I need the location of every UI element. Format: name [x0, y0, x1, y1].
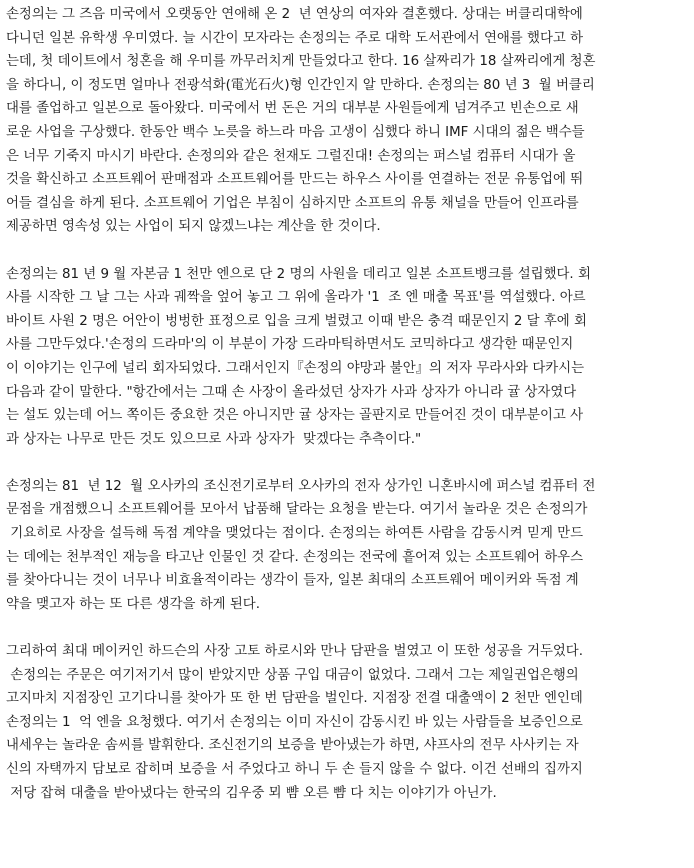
text-line: 대를 졸업하고 일본으로 돌아왔다. 미국에서 번 돈은 거의 대부분 사원들에게 넘겨주고 빈손으로 새 [6, 101, 579, 117]
text-line: 기요히로 사장을 설득해 독점 계약을 맺었다는 점이다. 손정의는 하여튼 사람을 감동시켜 믿게 만드 [6, 526, 584, 542]
paragraph-softbank-founding [6, 263, 690, 452]
text-line: 손정의는 그 즈음 미국에서 오랫동안 연애해 온 2 년 연상의 여자와 결혼했다. 상대는 버클리대학에 [6, 7, 583, 22]
text-line: 손정의는 81 년 9 월 자본금 1 천만 엔으로 단 2 명의 사원을 데리고 일본 소프트뱅크를 설립했다. 회 [6, 266, 591, 282]
text-line: 이 이야기는 인구에 널리 회자되었다. 그래서인지『손정의 야망과 불안』의 저자 무라사와 다카시는 [6, 360, 585, 376]
text-line: 약을 맺고자 하는 또 다른 생각을 하게 된다. [6, 596, 260, 612]
text-line: 사를 시작한 그 날 그는 사과 궤짝을 엎어 놓고 그 위에 올라가 '1 조 엔 매출 목표'를 역설했다. 아르 [6, 290, 586, 306]
text-line: 로운 사업을 구상했다. 한동안 백수 노릇을 하느라 마음 고생이 심했다 하니 IMF 시대의 젊은 백수들 [6, 124, 585, 140]
text-line: 는데, 첫 데이트에서 청혼을 해 우미를 까무러치게 만들었다고 한다. 16 살짜리가 18 살짜리에게 청혼 [6, 54, 596, 70]
text-line: 과 상자는 나무로 만든 것도 있으므로 사과 상자가 맞겠다는 추측이다." [6, 431, 422, 447]
paragraph-marriage [6, 3, 690, 239]
text-line: 그리하여 최대 메이커인 하드슨의 사장 고토 하로시와 만나 담판을 벌였고 이 또한 성공을 거두었다. [6, 644, 584, 660]
text-line: 어들 결심을 하게 된다. 소프트웨어 기업은 부침이 심하지만 소프트의 유통 채널을 만들어 인프라를 [6, 195, 579, 211]
text-line: 다니던 일본 유학생 우미였다. 늘 시간이 모자라는 손정의는 주로 대학 도서관에서 연애를 했다고 하 [6, 30, 584, 46]
text-line: 손정의는 주문은 여기저기서 많이 받았지만 상품 구입 대금이 없었다. 그래서 그는 제일권업은행의 [6, 667, 579, 683]
text-line: 바이트 사원 2 명은 어안이 벙벙한 표정으로 입을 크게 벌렸고 이때 받은 충격 때문인지 2 달 후에 회 [6, 313, 587, 329]
text-line: 는 데에는 천부적인 재능을 타고난 인물인 것 같다. 손정의는 전국에 흩어져 있는 소프트웨어 하우스 [6, 549, 584, 565]
text-line: 는 설도 있는데 어느 쪽이든 중요한 것은 아니지만 귤 상자는 골판지로 만들어진 것이 대부분이고 사 [6, 408, 584, 424]
paragraph-spacer [6, 239, 690, 263]
text-line: 것을 확신하고 소프트웨어 판매점과 소프트웨어를 만드는 하우스 사이를 연결하는 전문 유통업에 뛰 [6, 172, 584, 188]
text-line: 은 너무 기죽지 마시기 바란다. 손정의와 같은 천재도 그럴진대! 손정의는 퍼스널 컴퓨터 시대가 올 [6, 148, 576, 164]
text-line: 손정의는 81 년 12 월 오사카의 조신전기로부터 오사카의 전자 상가인 니혼바시에 퍼스널 컴퓨터 전 [6, 478, 596, 494]
paragraph-joshin-deal [6, 475, 690, 617]
text-line: 고지마치 지점장인 고기다니를 찾아가 또 한 번 담판을 벌인다. 지점장 전결 대출액이 2 천만 엔인데 [6, 691, 583, 707]
document-body [6, 3, 690, 805]
text-line: 저당 잡혀 대출을 받아냈다는 한국의 김우중 뫼 뺨 오른 뺨 다 치는 이야기가 아닌가. [6, 785, 497, 801]
text-line: 내세우는 놀라운 솜씨를 발휘한다. 조신전기의 보증을 받아냈는가 하면, 샤프사의 전무 사사키는 자 [6, 738, 579, 754]
text-line: 문점을 개점했으니 소프트웨어를 모아서 납품해 달라는 요청을 받는다. 여기서 놀라운 것은 손정의가 [6, 502, 588, 518]
paragraph-spacer [6, 616, 690, 640]
text-line: 을 하다니, 이 정도면 얼마나 전광석화(電光石火)형 인간인지 알 만하다. 손정의는 80 년 3 월 버클리 [6, 77, 595, 93]
text-line: 사를 그만두었다.'손정의 드라마'의 이 부분이 가장 드라마틱하면서도 코믹하다고 생각한 때문인지 [6, 337, 574, 353]
text-line: 손정의는 1 억 엔을 요청했다. 여기서 손정의는 이미 자신이 감동시킨 바 있는 사람들을 보증인으로 [6, 714, 583, 730]
text-line: 제공하면 영속성 있는 사업이 되지 않겠느냐는 계산을 한 것이다. [6, 219, 381, 235]
paragraph-spacer [6, 451, 690, 475]
text-line: 다음과 같이 말한다. "항간에서는 그때 손 사장이 올라섰던 상자가 사과 상자가 아니라 귤 상자였다 [6, 384, 577, 400]
text-line: 신의 자택까지 담보로 잡히며 보증을 서 주었다고 하니 두 손 들지 않을 수 없다. 이건 선배의 집까지 [6, 762, 583, 777]
paragraph-hudson-loan [6, 640, 690, 805]
text-line: 를 찾아다니는 것이 너무나 비효율적이라는 생각이 들자, 일본 최대의 소프트웨어 메이커와 독점 계 [6, 573, 579, 589]
